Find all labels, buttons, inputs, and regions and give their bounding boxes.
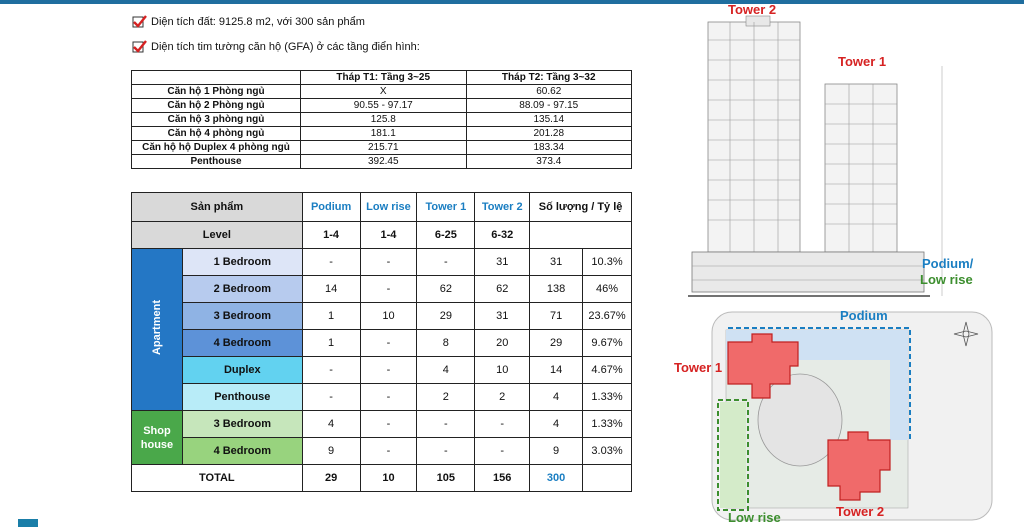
cell-tower2: - — [475, 411, 530, 438]
level-tower2: 6-32 — [475, 222, 530, 249]
cell: 201.28 — [466, 127, 632, 141]
cell-tower1: - — [417, 438, 475, 465]
cell-lowrise: - — [360, 384, 417, 411]
bullet-gfa — [132, 40, 420, 54]
cell-tower1: - — [417, 249, 475, 276]
header-lowrise: Low rise — [360, 193, 417, 222]
cell: 181.1 — [301, 127, 467, 141]
cell-podium: 14 — [302, 276, 360, 303]
row-name: Duplex — [182, 357, 302, 384]
header-quantity: Số lượng / Tỷ lệ — [530, 193, 632, 222]
label-plan-tower1: Tower 1 — [674, 360, 723, 375]
elevation-drawing — [688, 16, 942, 296]
cell-pct: 4.67% — [583, 357, 632, 384]
cell: 215.71 — [301, 141, 467, 155]
level-empty — [530, 222, 632, 249]
cell-tower2: 10 — [475, 357, 530, 384]
cell-pct: 9.67% — [583, 330, 632, 357]
label-podium-lowrise-1: Podium/ — [922, 256, 974, 271]
table-row — [132, 438, 632, 465]
checkmark-icon — [132, 15, 147, 29]
table-row — [132, 85, 632, 99]
table-row — [132, 127, 632, 141]
label-plan-podium: Podium — [840, 308, 888, 323]
row-label: Căn hộ hộ Duplex 4 phòng ngủ — [132, 141, 301, 155]
cell-podium: 1 — [302, 303, 360, 330]
cell-podium: - — [302, 357, 360, 384]
product-table — [131, 192, 632, 492]
cell-qty: 138 — [530, 276, 583, 303]
level-row — [132, 222, 632, 249]
table-row — [132, 411, 632, 438]
level-label: Level — [132, 222, 303, 249]
cell-lowrise: - — [360, 357, 417, 384]
gfa-header-cell: Tháp T1: Tầng 3~25 — [301, 71, 467, 85]
group-apartment-label: Apartment — [150, 300, 163, 356]
total-tower1: 105 — [417, 465, 475, 492]
table-row — [132, 99, 632, 113]
label-plan-lowrise: Low rise — [728, 510, 781, 525]
row-label: Penthouse — [132, 155, 301, 169]
cell: 88.09 - 97.15 — [466, 99, 632, 113]
cell-tower2: 2 — [475, 384, 530, 411]
cell: 125.8 — [301, 113, 467, 127]
row-name: 1 Bedroom — [182, 249, 302, 276]
land-area-text: Diện tích đất: 9125.8 m2, với 300 sản phẩm — [151, 16, 365, 28]
row-label: Căn hộ 2 Phòng ngủ — [132, 99, 301, 113]
site-plan — [712, 312, 992, 520]
header-product: Sản phẩm — [132, 193, 303, 222]
cell-podium: - — [302, 384, 360, 411]
cell-pct: 1.33% — [583, 384, 632, 411]
cell: 60.62 — [466, 85, 632, 99]
cell-tower2: 31 — [475, 303, 530, 330]
project-drawings — [674, 0, 1024, 527]
cell-pct: 3.03% — [583, 438, 632, 465]
cell-lowrise: - — [360, 330, 417, 357]
cell-podium: 1 — [302, 330, 360, 357]
cell: 373.4 — [466, 155, 632, 169]
gfa-text: Diện tích tim tường căn hộ (GFA) ở các tầng điển hình: — [151, 41, 420, 53]
table-row — [132, 141, 632, 155]
cell-podium: 4 — [302, 411, 360, 438]
row-name: 4 Bedroom — [182, 438, 302, 465]
gfa-table — [131, 70, 632, 169]
row-label: Căn hộ 4 phòng ngủ — [132, 127, 301, 141]
cell-pct: 1.33% — [583, 411, 632, 438]
table-row — [132, 276, 632, 303]
header-podium: Podium — [302, 193, 360, 222]
cell-tower1: 2 — [417, 384, 475, 411]
checkmark-icon — [132, 40, 147, 54]
cell: 392.45 — [301, 155, 467, 169]
total-empty — [583, 465, 632, 492]
cell-pct: 10.3% — [583, 249, 632, 276]
cell-qty: 31 — [530, 249, 583, 276]
table-row — [132, 303, 632, 330]
gfa-header-cell — [132, 71, 301, 85]
cell-tower2: 31 — [475, 249, 530, 276]
cell-qty: 14 — [530, 357, 583, 384]
cell-qty: 4 — [530, 384, 583, 411]
row-name: 4 Bedroom — [182, 330, 302, 357]
group-shophouse-label: Shop house — [140, 424, 174, 451]
cell-pct: 46% — [583, 276, 632, 303]
cell-tower2: - — [475, 438, 530, 465]
table-row — [132, 155, 632, 169]
cell-lowrise: - — [360, 411, 417, 438]
cell-qty: 29 — [530, 330, 583, 357]
label-tower2: Tower 2 — [728, 2, 777, 17]
cell-podium: 9 — [302, 438, 360, 465]
row-name: 2 Bedroom — [182, 276, 302, 303]
cell-lowrise: 10 — [360, 303, 417, 330]
total-qty: 300 — [530, 465, 583, 492]
cell-qty: 9 — [530, 438, 583, 465]
group-apartment — [132, 249, 183, 411]
cell-tower2: 20 — [475, 330, 530, 357]
level-tower1: 6-25 — [417, 222, 475, 249]
cell: 183.34 — [466, 141, 632, 155]
project-figure — [674, 0, 1024, 527]
table-row — [132, 249, 632, 276]
cell: 90.55 - 97.17 — [301, 99, 467, 113]
label-tower1: Tower 1 — [838, 54, 887, 69]
cell-tower1: 29 — [417, 303, 475, 330]
label-podium-lowrise-2: Low rise — [920, 272, 973, 287]
row-name: 3 Bedroom — [182, 411, 302, 438]
cell-tower2: 62 — [475, 276, 530, 303]
level-podium: 1-4 — [302, 222, 360, 249]
total-row — [132, 465, 632, 492]
header-tower1: Tower 1 — [417, 193, 475, 222]
cell-qty: 71 — [530, 303, 583, 330]
cell-podium: - — [302, 249, 360, 276]
table-row — [132, 357, 632, 384]
gfa-header-row — [132, 71, 632, 85]
cell: 135.14 — [466, 113, 632, 127]
table-row — [132, 330, 632, 357]
row-name: 3 Bedroom — [182, 303, 302, 330]
cell-qty: 4 — [530, 411, 583, 438]
product-header-row — [132, 193, 632, 222]
total-lowrise: 10 — [360, 465, 417, 492]
cell-tower1: 4 — [417, 357, 475, 384]
cell-lowrise: - — [360, 438, 417, 465]
cell-tower1: - — [417, 411, 475, 438]
total-label: TOTAL — [132, 465, 303, 492]
row-label: Căn hộ 3 phòng ngủ — [132, 113, 301, 127]
label-plan-tower2: Tower 2 — [836, 504, 885, 519]
gfa-header-cell: Tháp T2: Tầng 3~32 — [466, 71, 632, 85]
table-row — [132, 113, 632, 127]
cell-lowrise: - — [360, 249, 417, 276]
header-tower2: Tower 2 — [475, 193, 530, 222]
group-shophouse — [132, 411, 183, 465]
row-label: Căn hộ 1 Phòng ngủ — [132, 85, 301, 99]
cell: X — [301, 85, 467, 99]
table-row — [132, 384, 632, 411]
level-lowrise: 1-4 — [360, 222, 417, 249]
total-podium: 29 — [302, 465, 360, 492]
bullet-land-area — [132, 15, 365, 29]
cell-pct: 23.67% — [583, 303, 632, 330]
cell-lowrise: - — [360, 276, 417, 303]
cell-tower1: 62 — [417, 276, 475, 303]
cell-tower1: 8 — [417, 330, 475, 357]
corner-accent — [18, 519, 38, 527]
total-tower2: 156 — [475, 465, 530, 492]
row-name: Penthouse — [182, 384, 302, 411]
